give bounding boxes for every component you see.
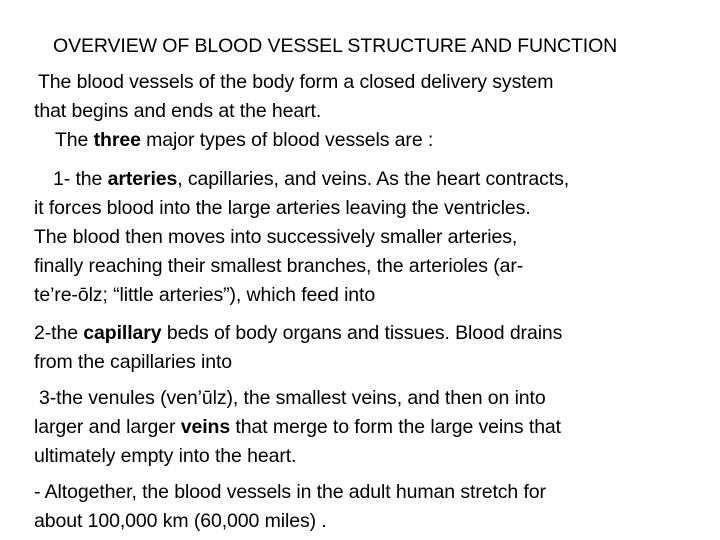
item-1-post: , capillaries, and veins. As the heart contracts, — [177, 168, 570, 190]
item-2-pre: 2-the — [34, 322, 84, 344]
item-2-bold: capillary — [83, 322, 162, 344]
item-1-line-1 — [53, 166, 569, 192]
closing-line-1: - Altogether, the blood vessels in the adult human stretch for — [34, 481, 546, 503]
item-1-line-3: The blood then moves into successively smaller arteries, — [34, 226, 518, 248]
item-2-post: beds of body organs and tissues. Blood drains — [161, 322, 563, 344]
item-2-line-1 — [34, 320, 562, 346]
types-intro-post: major types of blood vessels are : — [140, 129, 434, 151]
item-3-post: that merge to form the large veins that — [230, 416, 561, 438]
item-1-line-2: it forces blood into the large arteries leaving the ventricles. — [34, 197, 531, 219]
item-3-pre: larger and larger — [34, 416, 181, 438]
item-1-bold: arteries — [107, 168, 178, 190]
types-intro — [55, 127, 433, 153]
item-1-line-5: te’re-ōlz; “little arteries”), which feed into — [34, 284, 376, 306]
item-1-line-4: finally reaching their smallest branches, the arterioles (ar- — [34, 255, 524, 277]
intro-line-1: The blood vessels of the body form a closed delivery system — [38, 71, 554, 93]
page-title: OVERVIEW OF BLOOD VESSEL STRUCTURE AND FUNCTION — [53, 35, 618, 57]
types-intro-bold: three — [93, 129, 141, 151]
item-3-line-2 — [34, 414, 561, 440]
item-2-line-2: from the capillaries into — [34, 351, 233, 373]
item-1-pre: 1- the — [53, 168, 108, 190]
item-3-line-3: ultimately empty into the heart. — [34, 445, 297, 467]
item-3-bold: veins — [180, 416, 231, 438]
intro-line-2: that begins and ends at the heart. — [34, 100, 322, 122]
types-intro-pre: The — [55, 129, 94, 151]
closing-line-2: about 100,000 km (60,000 miles) . — [34, 510, 327, 532]
item-3-line-1: 3-the venules (ven’ūlz), the smallest veins, and then on into — [39, 387, 546, 409]
